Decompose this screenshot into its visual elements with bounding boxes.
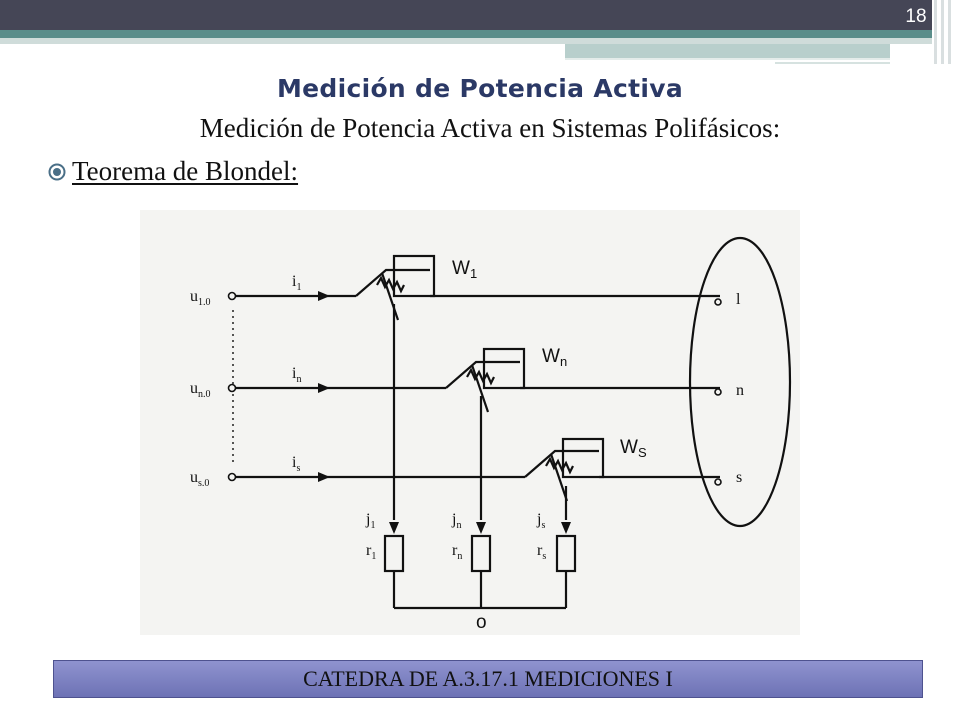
accent-vline	[948, 0, 951, 64]
footer-text: CATEDRA DE A.3.17.1 MEDICIONES I	[303, 666, 673, 691]
current-label-s: $i_s$	[292, 454, 301, 474]
accent-vline	[934, 0, 937, 64]
load-terminal-n: n	[736, 382, 744, 399]
wattmeter-label-n: $W_n$	[542, 346, 568, 369]
bullet-item	[48, 156, 298, 187]
accent-line	[775, 62, 890, 64]
coil-label-s: $j_s$	[537, 511, 546, 531]
circle-bullet-icon	[48, 163, 66, 181]
accent-line	[565, 58, 890, 60]
load-terminal-l: l	[736, 291, 741, 308]
blondel-circuit-diagram	[140, 210, 800, 635]
common-node-label: o	[476, 612, 487, 633]
bullet-text: Teorema de Blondel:	[72, 156, 299, 186]
page-number: 18	[905, 6, 927, 27]
current-label-n: $i_n$	[292, 365, 302, 385]
input-label-1: $u_{1.0}$	[190, 288, 211, 308]
coil-label-1: $j_1$	[366, 511, 376, 531]
footer-banner	[53, 660, 923, 698]
resistor-label-n: $r_n$	[452, 542, 463, 562]
top-bar	[0, 0, 932, 30]
slide-title: Medición de Potencia Activa	[276, 74, 684, 103]
load-terminal-s: s	[736, 469, 743, 486]
resistor-label-s: $r_s$	[537, 542, 547, 562]
accent-vline	[941, 0, 944, 64]
wattmeter-label-1: $W_1$	[452, 258, 478, 281]
current-label-1: $i_1$	[292, 273, 302, 293]
wattmeter-label-s: $W_S$	[620, 437, 647, 460]
coil-label-n: $j_n$	[452, 511, 462, 531]
accent-band-right	[565, 44, 890, 58]
accent-band	[0, 30, 932, 38]
input-label-n: $u_{n.0}$	[190, 380, 211, 400]
resistor-label-1: $r_1$	[366, 542, 377, 562]
slide-subtitle: Medición de Potencia Activa en Sistemas Polifásicos:	[199, 113, 781, 143]
input-label-s: $u_{s.0}$	[190, 469, 210, 489]
